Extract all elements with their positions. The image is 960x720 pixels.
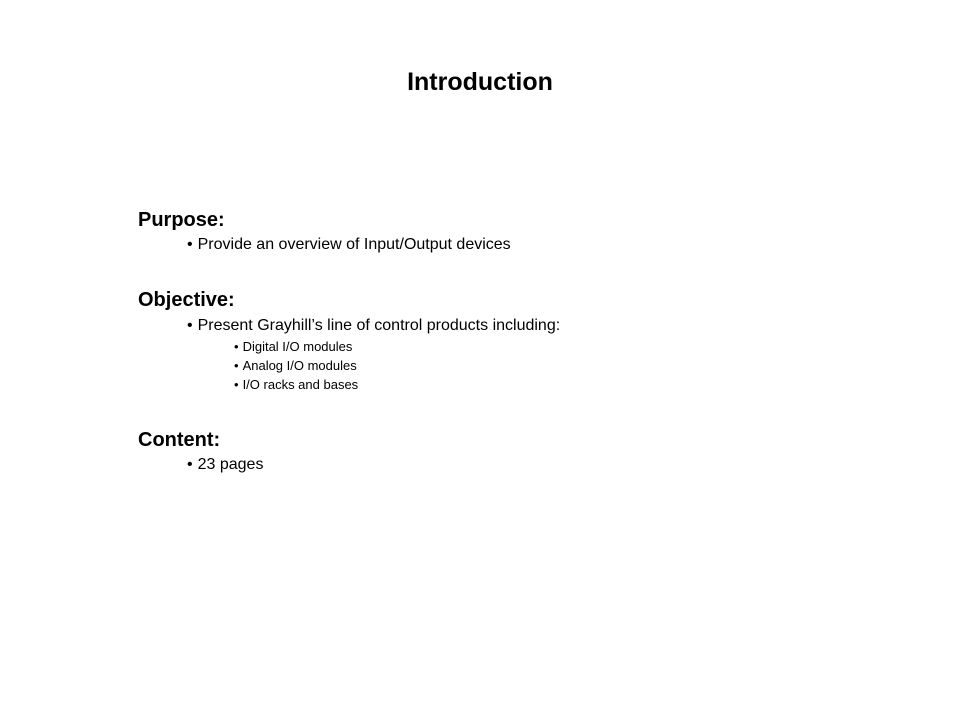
objective-bullet [138, 315, 560, 337]
objective-sub-bullet [138, 375, 560, 394]
objective-sub-bullet [138, 337, 560, 356]
objective-heading: Objective: [138, 289, 235, 311]
purpose-heading: Purpose: [138, 209, 225, 231]
purpose-section [138, 208, 511, 256]
objective-sub-bullet-text: Analog I/O modules [242, 358, 357, 373]
bullet-dot: • [187, 456, 193, 473]
content-bullet-text: 23 pages [197, 456, 264, 473]
content-bullet [138, 454, 263, 476]
objective-sub-bullet-text: Digital I/O modules [242, 339, 353, 354]
objective-bullet-text: Present Grayhill’s line of control products including: [197, 317, 561, 334]
bullet-dot: • [187, 236, 193, 253]
bullet-dot: • [234, 358, 239, 373]
content-heading: Content: [138, 429, 221, 451]
purpose-bullet [138, 234, 511, 256]
objective-section [138, 288, 560, 394]
bullet-dot: • [234, 377, 239, 392]
objective-sub-bullet [138, 356, 560, 375]
slide-title: Introduction [407, 68, 553, 96]
bullet-dot: • [187, 317, 193, 334]
purpose-bullet-text: Provide an overview of Input/Output devices [197, 236, 511, 253]
bullet-dot: • [234, 339, 239, 354]
content-section [138, 428, 263, 476]
objective-sub-bullet-text: I/O racks and bases [242, 377, 359, 392]
